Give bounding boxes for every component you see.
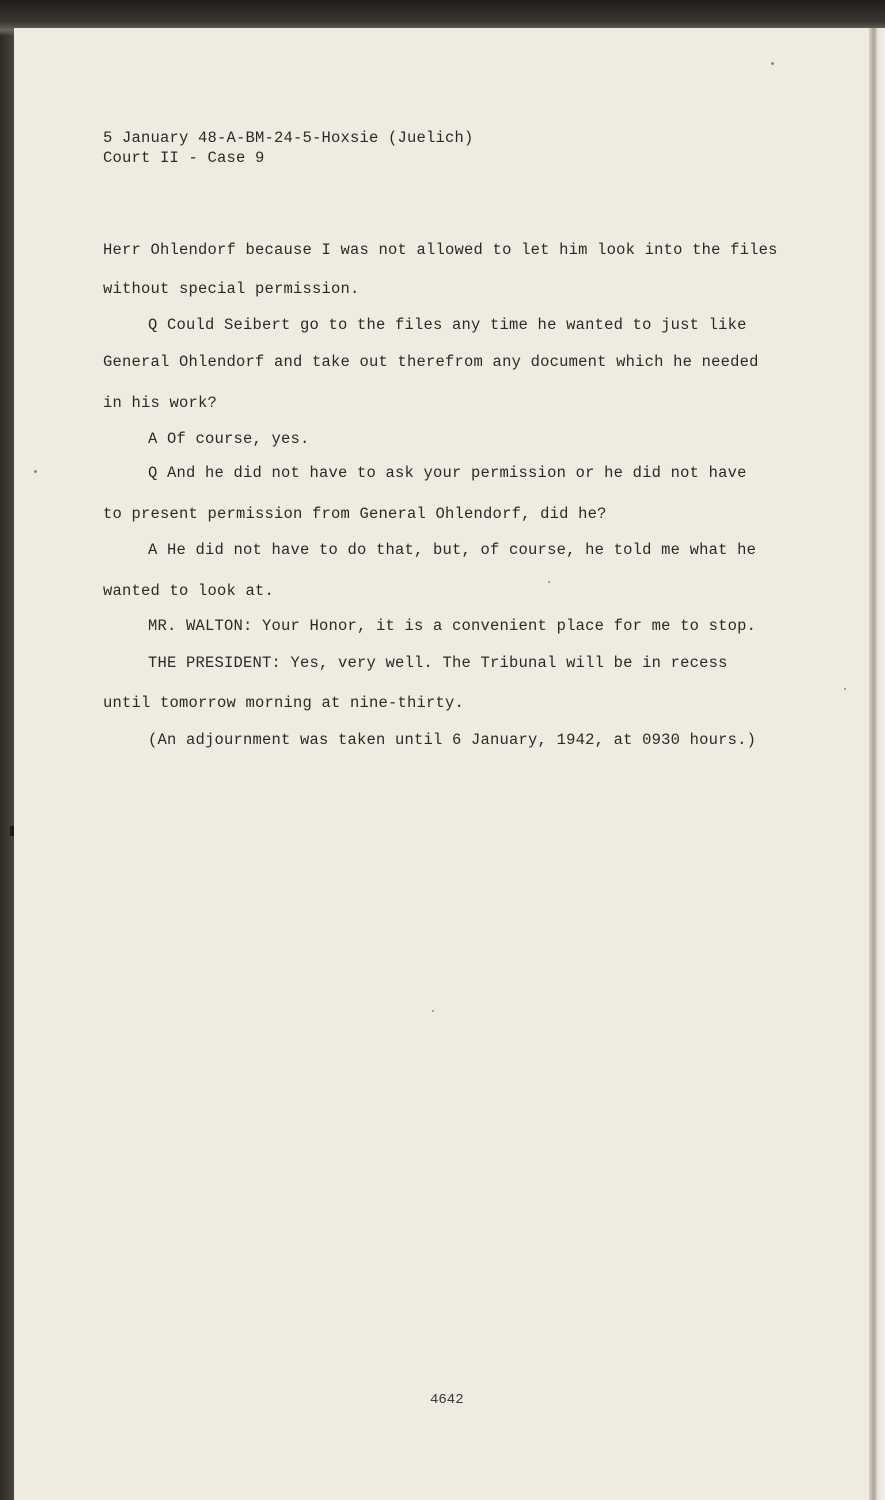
transcript-line: wanted to look at. (103, 582, 275, 600)
paper-speck (34, 470, 37, 473)
document-page (14, 28, 869, 1500)
speaker-line: THE PRESIDENT: Yes, very well. The Tribunal will be in recess (148, 654, 728, 672)
paper-speck (844, 688, 846, 690)
page-edge (869, 28, 885, 1500)
transcript-line: General Ohlendorf and take out therefrom any document which he needed (103, 353, 759, 371)
transcript-line: in his work? (103, 394, 218, 412)
transcript-line: without special permission. (103, 280, 360, 298)
paper-speck (432, 1010, 434, 1012)
transcript-line: to present permission from General Ohlendorf, did he? (103, 505, 607, 523)
adjournment-note: (An adjournment was taken until 6 January, 1942, at 0930 hours.) (148, 731, 757, 749)
answer-line: A He did not have to do that, but, of course, he told me what he (148, 541, 757, 559)
transcript-line: until tomorrow morning at nine-thirty. (103, 694, 465, 712)
header-line-1: 5 January 48-A-BM-24-5-Hoxsie (Juelich) (103, 129, 474, 147)
header-line-2: Court II - Case 9 (103, 149, 265, 167)
question-line: Q Could Seibert go to the files any time he wanted to just like (148, 316, 747, 334)
question-line: Q And he did not have to ask your permission or he did not have (148, 464, 747, 482)
transcript-line: Herr Ohlendorf because I was not allowed to let him look into the files (103, 241, 778, 259)
page-number: 4642 (430, 1392, 464, 1408)
speaker-line: MR. WALTON: Your Honor, it is a convenient place for me to stop. (148, 617, 757, 635)
paper-speck (771, 62, 774, 65)
answer-line: A Of course, yes. (148, 430, 310, 448)
paper-speck (548, 581, 550, 583)
